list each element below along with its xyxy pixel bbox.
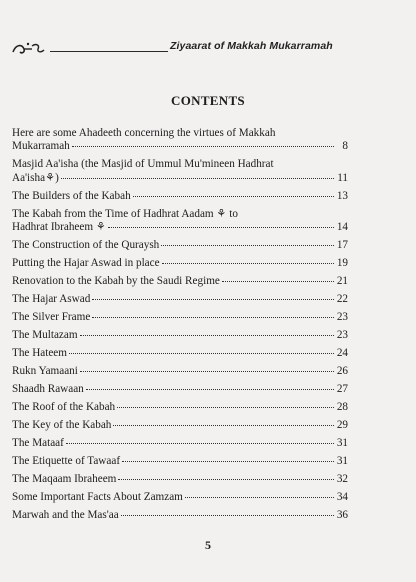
dot-leader xyxy=(66,443,334,444)
toc-entry-row xyxy=(12,401,348,414)
toc-entry-title: Shaadh Rawaan xyxy=(12,383,84,396)
toc-entry-title: The Maqaam Ibraheem xyxy=(12,473,117,486)
page-number: 5 xyxy=(205,538,211,552)
dot-leader xyxy=(121,515,334,516)
dot-leader xyxy=(222,281,334,282)
toc-entry-title: The Mataaf xyxy=(12,437,64,450)
toc-entry-title: The Roof of the Kabah xyxy=(12,401,116,414)
toc-entry-page: 36 xyxy=(336,509,348,522)
toc-entry-row xyxy=(12,437,348,450)
toc-entry xyxy=(12,473,348,486)
toc-entry xyxy=(12,419,348,432)
toc-entry-page: 29 xyxy=(336,419,348,432)
contents-heading: CONTENTS xyxy=(171,93,245,108)
toc-entry-page: 23 xyxy=(336,311,348,324)
running-header xyxy=(10,38,402,60)
toc-entry-row xyxy=(12,455,348,468)
dot-leader xyxy=(92,299,334,300)
toc-entry-page: 13 xyxy=(336,189,348,202)
toc-entry-title: Marwah and the Mas'aa xyxy=(12,509,119,522)
dot-leader xyxy=(72,146,334,147)
toc-entry-title: The Silver Frame xyxy=(12,311,91,324)
toc-entry-title: Rukn Yamaani xyxy=(12,365,78,378)
toc-entry xyxy=(12,127,348,154)
toc-entry-title: Hadhrat Ibraheem ⚘ xyxy=(12,221,106,234)
toc-entry-title: The Builders of the Kabah xyxy=(12,189,131,202)
toc-entry-row xyxy=(12,293,348,306)
toc-entry-page: 11 xyxy=(337,171,348,184)
toc-entry xyxy=(12,455,348,468)
toc-entry-title: Putting the Hajar Aswad in place xyxy=(12,257,160,270)
toc-entry-row xyxy=(12,172,348,185)
toc-entry-title: The Key of the Kabah xyxy=(12,419,112,432)
toc-entry xyxy=(12,509,348,522)
toc-entry-row xyxy=(12,239,348,252)
toc-entry-title: Renovation to the Kabah by the Saudi Regime xyxy=(12,275,220,288)
toc-entry xyxy=(12,239,348,252)
toc-entry xyxy=(12,383,348,396)
toc-entry-row xyxy=(12,419,348,432)
toc-entry-title: The Multazam xyxy=(12,329,78,342)
dot-leader xyxy=(161,245,334,246)
toc-entry-row xyxy=(12,473,348,486)
toc-entry-title: The Hateem xyxy=(12,347,67,360)
toc-entry-title: The Hajar Aswad xyxy=(12,293,91,306)
dot-leader xyxy=(122,461,334,462)
toc-entry xyxy=(12,275,348,288)
toc-entry-title: The Construction of the Quraysh xyxy=(12,239,160,252)
dot-leader xyxy=(108,227,334,228)
toc-entry-row xyxy=(12,383,348,396)
dot-leader xyxy=(69,353,334,354)
ornament-icon xyxy=(10,40,50,58)
toc-entry-line: Here are some Ahadeeth concerning the virtues of Makkah xyxy=(12,127,276,139)
toc-entry-line: Masjid Aa'isha (the Masjid of Ummul Mu'mineen Hadhrat xyxy=(12,158,274,171)
toc-entry-title: Some Important Facts About Zamzam xyxy=(12,491,183,504)
toc-entry-row xyxy=(12,509,348,522)
toc-entry xyxy=(12,437,348,450)
dot-leader xyxy=(118,479,334,480)
toc-entry-page: 17 xyxy=(336,239,348,252)
toc-entry-row xyxy=(12,275,348,288)
dot-leader xyxy=(133,196,334,197)
toc-entry-page: 34 xyxy=(336,491,348,504)
toc-entry xyxy=(12,401,348,414)
toc-entry-row xyxy=(12,491,348,504)
toc-entry-row xyxy=(12,365,348,378)
toc-entry-title: Aa'isha⚘) xyxy=(12,171,59,184)
toc-entry xyxy=(12,491,348,504)
toc-entry-page: 24 xyxy=(336,347,348,360)
dot-leader xyxy=(86,389,334,390)
toc-entry-page: 27 xyxy=(336,383,348,396)
toc-entry-page: 22 xyxy=(336,293,348,306)
toc-entry-line: The Kabah from the Time of Hadhrat Aadam ⚘ to xyxy=(12,207,238,220)
dot-leader xyxy=(92,317,334,318)
dot-leader xyxy=(117,407,334,408)
toc-entry xyxy=(12,329,348,342)
toc-entry-title: Mukarramah xyxy=(12,140,70,153)
dot-leader xyxy=(80,335,334,336)
dot-leader xyxy=(80,371,334,372)
toc-entry-page: 32 xyxy=(336,473,348,486)
toc-entry-page: 14 xyxy=(336,221,348,234)
toc-entry-page: 8 xyxy=(342,140,348,153)
toc-entry xyxy=(12,190,348,203)
dot-leader xyxy=(113,425,334,426)
toc-entry xyxy=(12,293,348,306)
toc-entry-row xyxy=(12,140,348,153)
toc-entry-row xyxy=(12,190,348,203)
toc-entry-row xyxy=(12,347,348,360)
header-rule xyxy=(50,51,168,52)
toc-entry-page: 28 xyxy=(336,401,348,414)
toc-entry xyxy=(12,365,348,378)
toc-entry-row xyxy=(12,311,348,324)
toc-entry-page: 26 xyxy=(336,365,348,378)
toc-entry xyxy=(12,158,348,185)
toc-entry xyxy=(12,311,348,324)
toc-entry xyxy=(12,208,348,235)
toc-entry-page: 31 xyxy=(336,455,348,468)
dot-leader xyxy=(162,263,334,264)
toc-entry-page: 21 xyxy=(336,275,348,288)
table-of-contents xyxy=(12,127,348,527)
running-header-title: Ziyaarat of Makkah Mukarramah xyxy=(170,40,333,52)
toc-entry-page: 19 xyxy=(336,257,348,270)
toc-entry-row xyxy=(12,221,348,234)
toc-entry-row xyxy=(12,329,348,342)
toc-entry xyxy=(12,257,348,270)
toc-entry-row xyxy=(12,257,348,270)
dot-leader xyxy=(185,497,334,498)
dot-leader xyxy=(61,178,334,179)
toc-entry-title: The Etiquette of Tawaaf xyxy=(12,455,121,468)
toc-entry xyxy=(12,347,348,360)
toc-entry-page: 31 xyxy=(336,437,348,450)
toc-entry-page: 23 xyxy=(336,329,348,342)
